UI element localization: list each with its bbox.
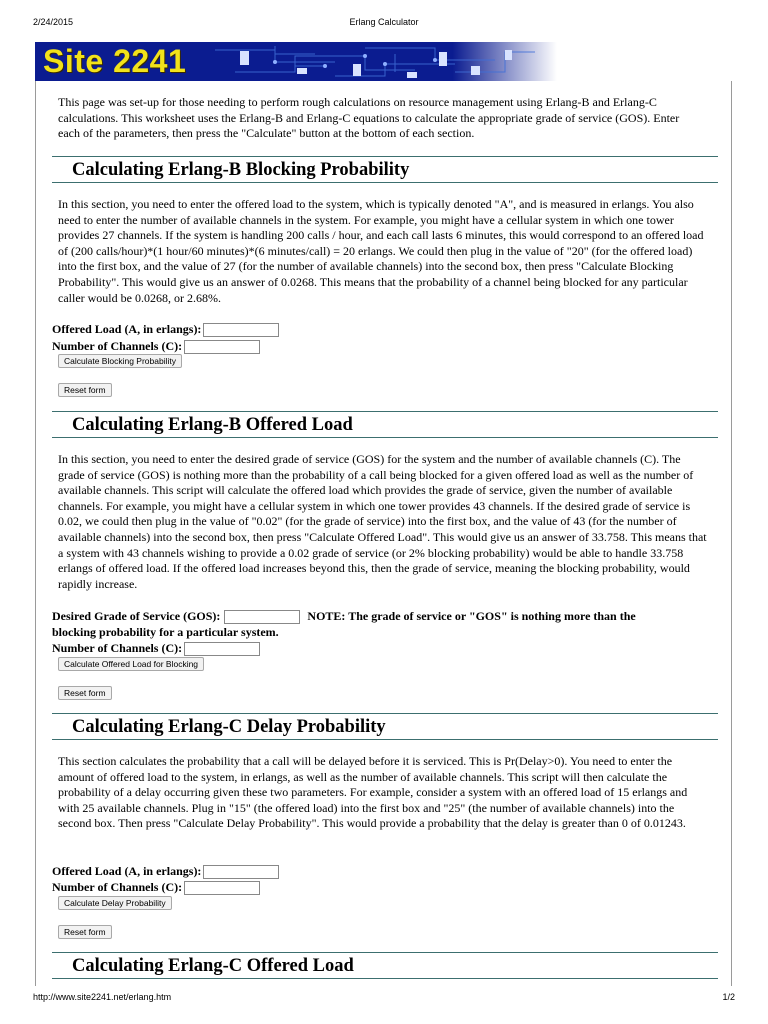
calculate-blocking-probability-button[interactable]: Calculate Blocking Probability [58, 354, 182, 368]
section-divider [52, 182, 718, 183]
channels-input[interactable] [184, 881, 260, 895]
section-divider [52, 713, 718, 714]
channels-row [52, 338, 260, 354]
section-title-erlang-c-offered-load: Calculating Erlang-C Offered Load [72, 956, 354, 976]
print-date: 2/24/2015 [33, 17, 74, 27]
calculate-delay-probability-button[interactable]: Calculate Delay Probability [58, 896, 172, 910]
section-divider [52, 978, 718, 979]
channels-input[interactable] [184, 642, 260, 656]
section-divider [52, 156, 718, 157]
section-divider [52, 952, 718, 953]
page-url: http://www.site2241.net/erlang.htm [33, 992, 172, 1002]
gos-row [52, 608, 636, 624]
section-title-erlang-c-delay: Calculating Erlang-C Delay Probability [72, 717, 386, 737]
print-footer [33, 992, 735, 1006]
offered-load-label: Offered Load (A, in erlangs): [52, 322, 202, 336]
channels-label: Number of Channels (C): [52, 339, 183, 353]
site-logo[interactable]: Site 2241 [43, 43, 187, 79]
section-description: In this section, you need to enter the desired grade of service (GOS) for the system and the number of available channels (C). The grade of service (GOS) is nothing more than the probability of a call being blocked for a given offered load as well as the number of available channels. This script will calculate the offered load which provides the grade of service, given the number of available channels. For example, you might have a cellular system in which one tower provides 43 channels. If the desired grade of service is 0.02, we could then plug in the value of "0.02" (for the grade of service) into the first box, and the value of 43 (for the number of available channels) into the second box, then press "Calculate Offered Load". This would give us an answer of 33.758. This means that a system with 43 channels wishing to provide a 0.02 grade of service (or 2% blocking probability) would be able to handle 33.758 erlangs of offered load. If the offered load increases beyond this, then the grade of service, meaning the blocking probability, would rapidly increase. [58, 452, 707, 591]
offered-load-input[interactable] [203, 865, 279, 879]
reset-form-button[interactable]: Reset form [58, 383, 112, 397]
section-title-erlang-b-blocking: Calculating Erlang-B Blocking Probability [72, 160, 410, 180]
gos-note: NOTE: The grade of service or "GOS" is nothing more than the [307, 609, 636, 623]
page-number: 1/2 [722, 992, 735, 1002]
offered-load-input[interactable] [203, 323, 279, 337]
reset-form-button[interactable]: Reset form [58, 686, 112, 700]
intro-text: This page was set-up for those needing to perform rough calculations on resource management using Erlang-B and Erlang-C calculations. This worksheet uses the Erlang-B and Erlang-C equations to calculate the appropriate grade of service (GOS). Enter each of the parameters, then press the "Calculate" button at the bottom of each section. [58, 95, 680, 141]
site-banner[interactable] [35, 42, 557, 81]
gos-label: Desired Grade of Service (GOS): [52, 609, 221, 623]
gos-input[interactable] [224, 610, 300, 624]
gos-note-continued: blocking probability for a particular system. [52, 625, 279, 639]
calculate-offered-load-button[interactable]: Calculate Offered Load for Blocking [58, 657, 204, 671]
reset-form-button[interactable]: Reset form [58, 925, 112, 939]
channels-label: Number of Channels (C): [52, 641, 183, 655]
offered-load-label: Offered Load (A, in erlangs): [52, 864, 202, 878]
offered-load-row [52, 863, 279, 879]
print-title: Erlang Calculator [349, 17, 419, 27]
print-header [33, 17, 735, 31]
channels-input[interactable] [184, 340, 260, 354]
section-description: This section calculates the probability that a call will be delayed before it is serviced. This is Pr(Delay>0). You need to enter the amount of offered load to the system, in erlangs, as well as the number of available channels. This script will then calculate the probability of a delay occurring given these two parameters. For example, consider a system with an offered load of 15 erlangs and with 25 available channels. Plug in "15" (the offered load) into the first box and "25" (the number of available channels) into the second box. Then press "Calculate Delay Probability". This would provide a probability that the delay is greater than 0 of 0.01243. [58, 754, 688, 831]
section-divider [52, 437, 718, 438]
section-title-erlang-b-offered-load: Calculating Erlang-B Offered Load [72, 415, 353, 435]
channels-row [52, 879, 260, 895]
channels-row [52, 640, 260, 656]
channels-label: Number of Channels (C): [52, 880, 183, 894]
section-description: In this section, you need to enter the offered load to the system, which is typically denoted "A", and is measured in erlangs. You also need to enter the number of available channels in the system. For example, you might have a cellular system in which one tower provides 27 channels. If the system is handling 200 calls / hour, and each call lasts 6 minutes, this would correspond to an offered load of (200 calls/hour)*(1 hour/60 minutes)*(6 minutes/call) = 20 erlangs. We could then plug in the value of "20" (for the offered load) into the first box, and the value of 27 (for the number of available channels) into the second box, then press "Calculate Blocking Probability". This would give us an answer of 0.0268. This means that the probability of a channel being blocked for any particular caller would be 0.0268, or 2.68%. [58, 197, 704, 305]
section-divider [52, 411, 718, 412]
section-divider [52, 739, 718, 740]
offered-load-row [52, 321, 279, 337]
